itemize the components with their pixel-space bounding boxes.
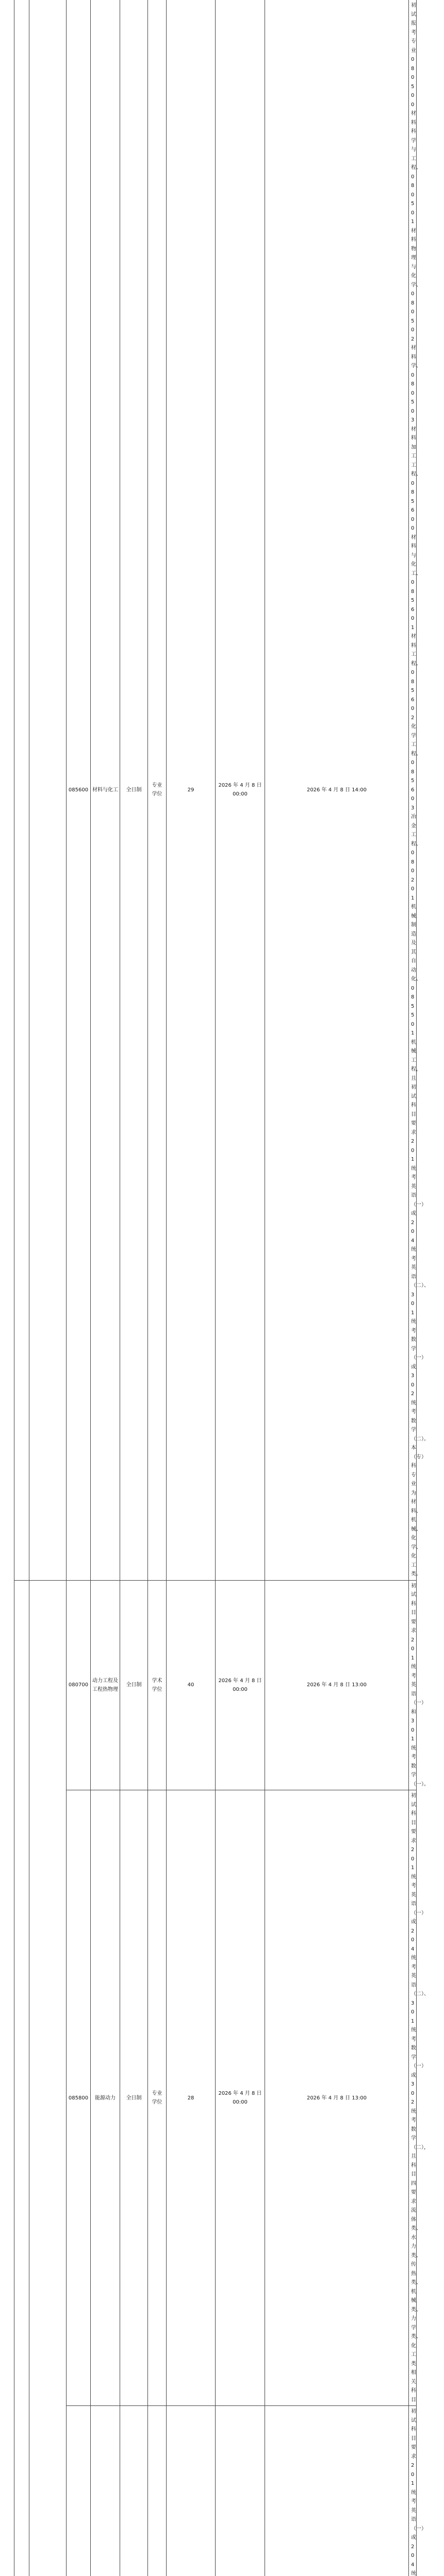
requirement-cell: 初试科目要求 201 统考英语（一）或 204 统考英语（二）、301 统考数学（一）或 302 统考数学（二），且科目四要求流体类、水力类、传热类、机械类、力学类、化工类相关科目	[409, 1790, 417, 2406]
start-time-cell: 2026 年 4 月 8 日 00:00	[216, 1790, 265, 2406]
count-cell: 28	[167, 1790, 216, 2406]
table-row	[14, 2406, 432, 2576]
code-cell: 085600	[67, 0, 91, 1580]
end-time-cell	[265, 2406, 409, 2576]
code-cell	[67, 2406, 91, 2576]
table-row	[14, 0, 432, 1580]
count-cell	[167, 2406, 216, 2576]
college-cell	[29, 0, 67, 1580]
major-cell: 材料与化工	[91, 0, 120, 1580]
code-cell: 085800	[67, 1790, 91, 2406]
group-id-cell	[14, 1580, 29, 2576]
major-cell: 动力工程及工程热物理	[91, 1580, 120, 1790]
requirement-cell: 初试报考专业 080500 材料科学与工程、080501 材料物理与化学、080502 材料学、080503 材料加工工程、085600 材料与化工、085601 材料工程、085602 化学工程、085603 冶金工程、080201 机械制造及其自动化、085501 机械工程，且初试科目要求 201 统考英语（一）或 204 统考英语（二）、301 统考数学（一）或 302 统考数学（二）。本（专）科专业为材料、机械、化学、化工类。	[409, 0, 417, 1580]
table-row	[14, 1790, 432, 2406]
major-cell	[91, 2406, 120, 2576]
count-cell: 40	[167, 1580, 216, 1790]
group-id-cell	[14, 0, 29, 1580]
mode-cell: 全日制	[120, 1790, 148, 2406]
end-time-cell: 2026 年 4 月 8 日 13:00	[265, 1790, 409, 2406]
mode-cell: 全日制	[120, 1580, 148, 1790]
code-cell: 080700	[67, 1580, 91, 1790]
degree-cell	[148, 2406, 167, 2576]
admissions-table	[14, 0, 432, 2576]
major-cell: 能源动力	[91, 1790, 120, 2406]
requirement-cell: 初试科目要求 201 统考英语（一）和 301 统考数学（一）。	[409, 1580, 417, 1790]
table-row	[14, 1580, 432, 1790]
mode-cell: 全日制	[120, 0, 148, 1580]
start-time-cell: 2026 年 4 月 8 日 00:00	[216, 1580, 265, 1790]
start-time-cell	[216, 2406, 265, 2576]
degree-cell: 专业学位	[148, 0, 167, 1580]
start-time-cell: 2026 年 4 月 8 日 00:00	[216, 0, 265, 1580]
mode-cell	[120, 2406, 148, 2576]
end-time-cell: 2026 年 4 月 8 日 13:00	[265, 1580, 409, 1790]
degree-cell: 学术学位	[148, 1580, 167, 1790]
requirement-cell: 初试科目要求 201 统考英语（一）或 204 统	[409, 2406, 417, 2576]
college-cell	[29, 1580, 67, 2576]
degree-cell: 专业学位	[148, 1790, 167, 2406]
count-cell: 29	[167, 0, 216, 1580]
end-time-cell: 2026 年 4 月 8 日 14:00	[265, 0, 409, 1580]
